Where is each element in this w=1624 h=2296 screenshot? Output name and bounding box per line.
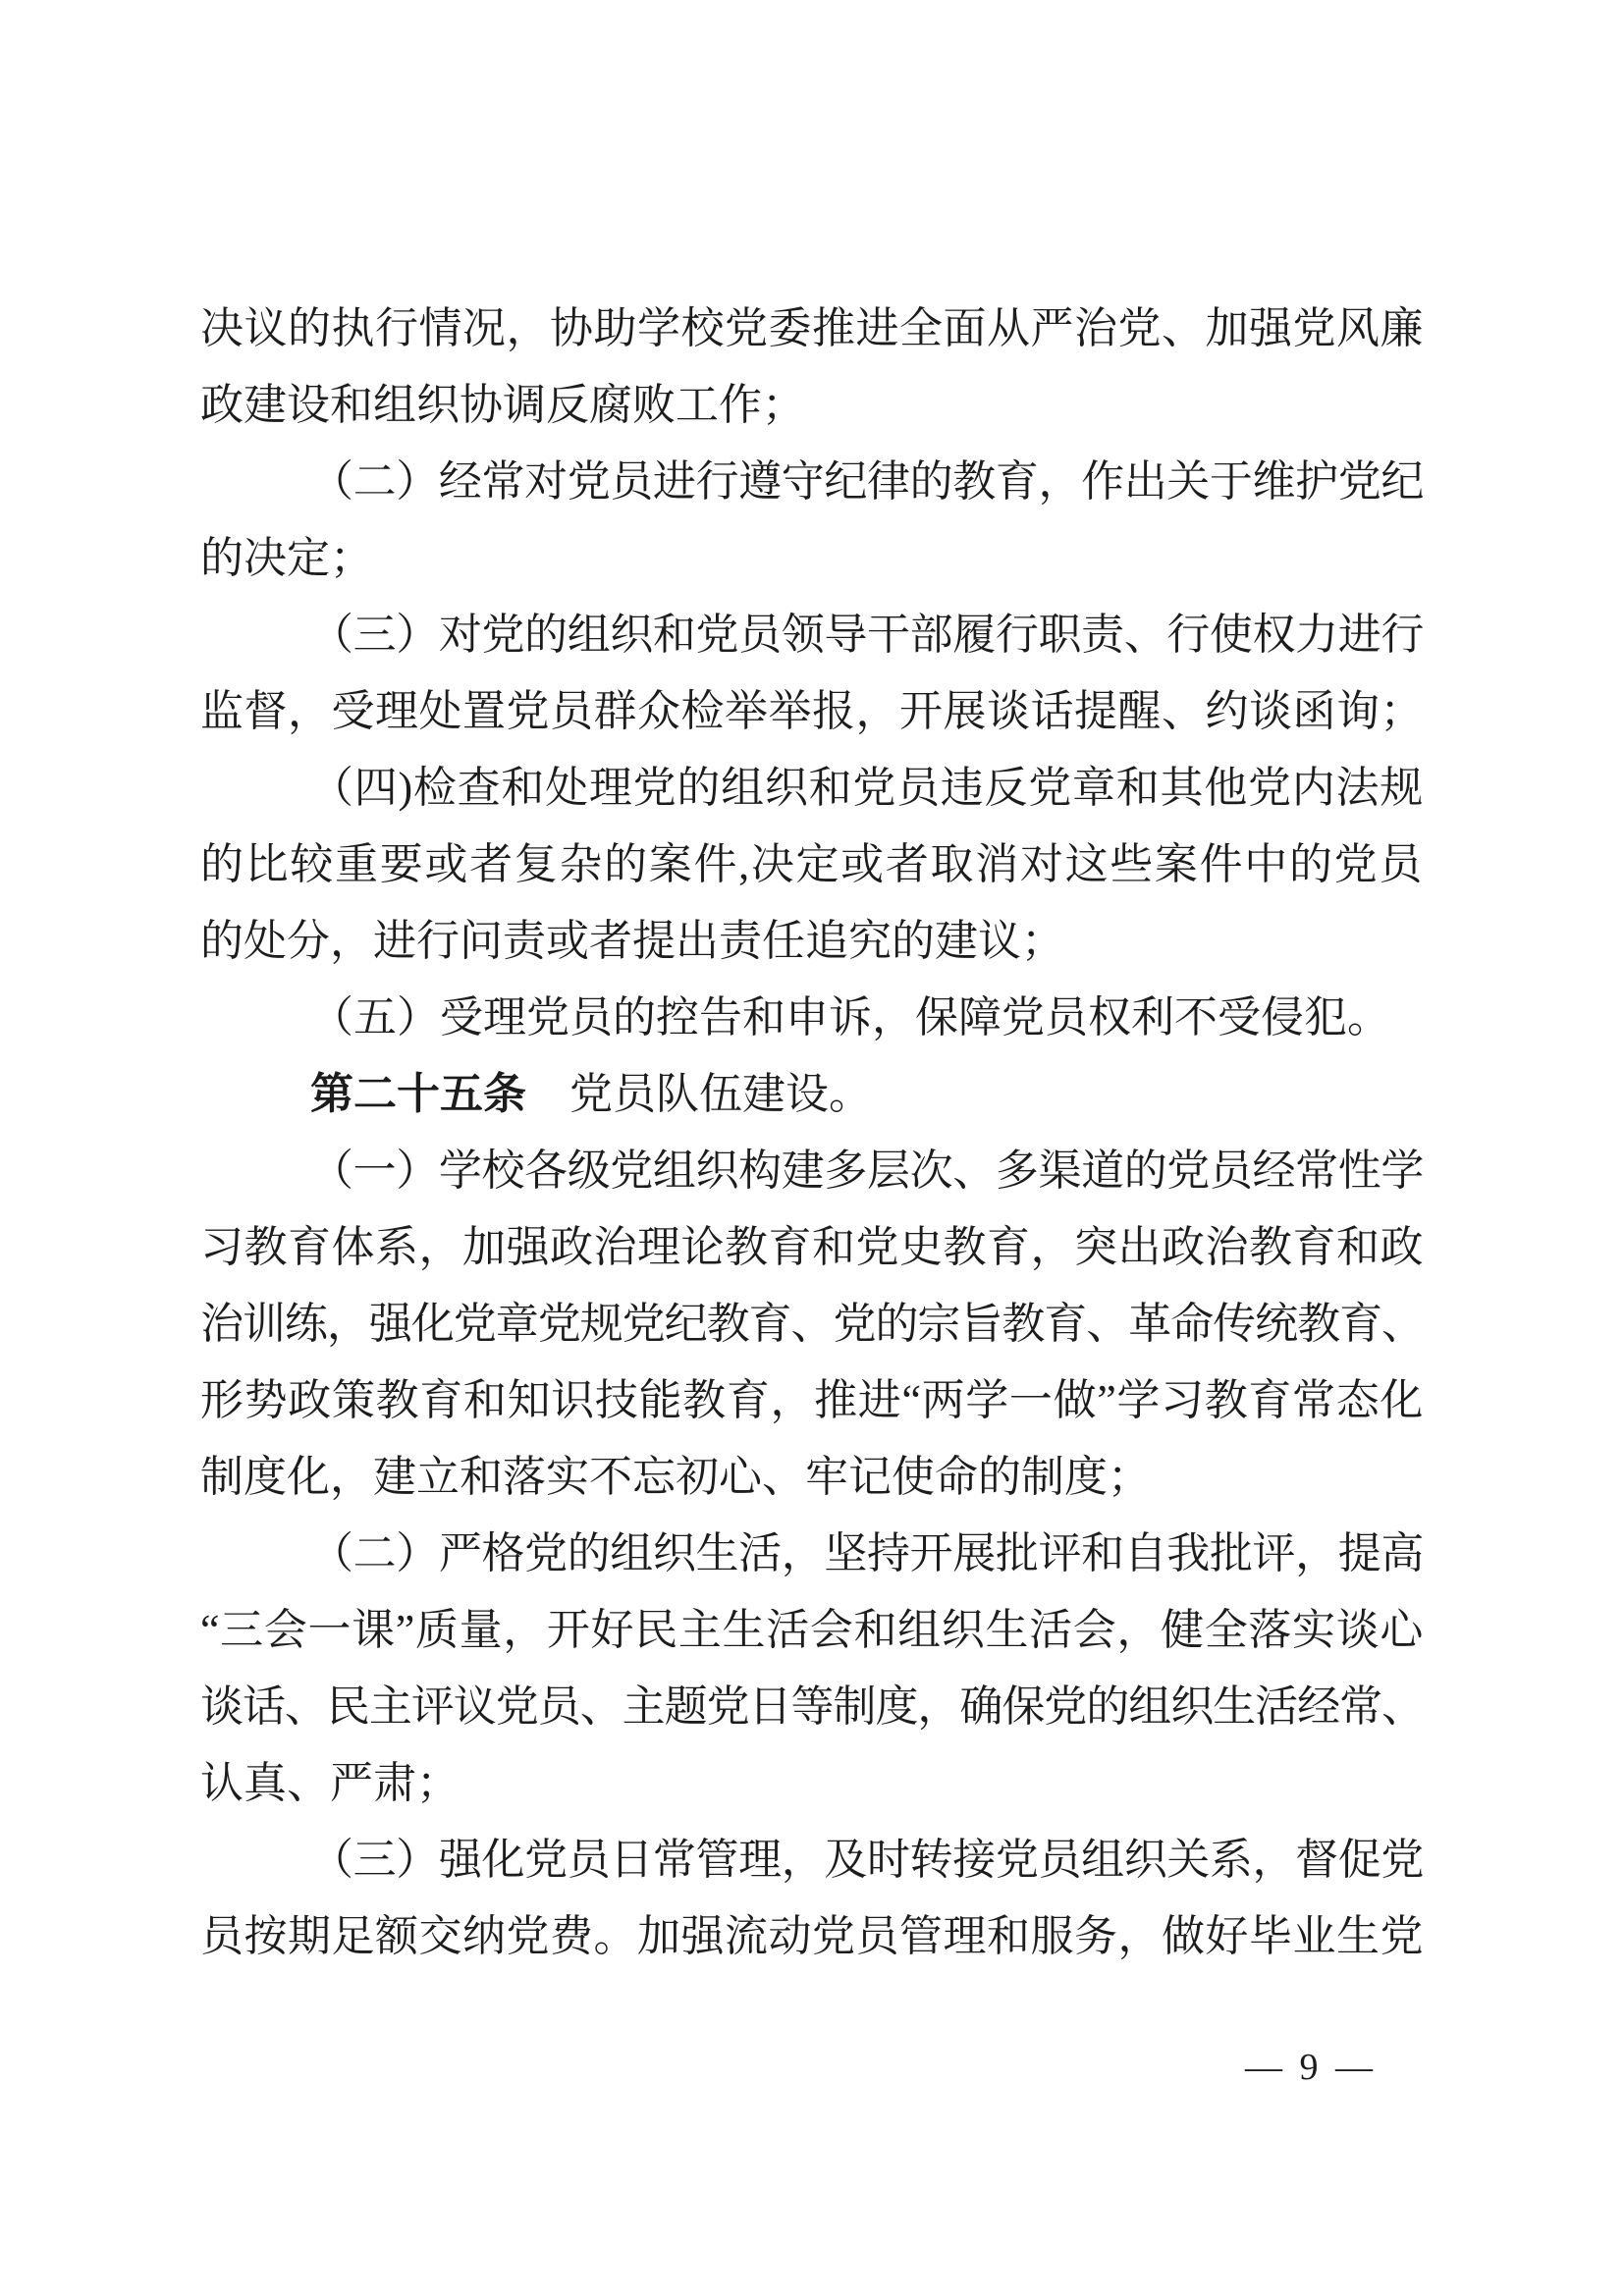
text-line [200, 1745, 1424, 1822]
text-line [200, 980, 1424, 1056]
text-line [200, 1516, 1424, 1592]
text-run: （五）受理党员的控告和申诉，保障党员权利不受侵犯。 [310, 993, 1390, 1041]
text-line [200, 1898, 1424, 1975]
text-run: 治训练，强化党章党规党纪教育、党的宗旨教育、革命传统教育、 [200, 1300, 1424, 1348]
text-block [200, 291, 1424, 1975]
text-line [200, 444, 1424, 520]
text-line [200, 673, 1424, 750]
text-line [200, 903, 1424, 980]
text-run: 形势政策教育和知识技能教育，推进“两学一做”学习教育常态化 [200, 1376, 1424, 1424]
text-line [200, 367, 1424, 444]
text-run: （三）对党的组织和党员领导干部履行职责、行使权力进行 [310, 611, 1424, 659]
text-run: 制度化，建立和落实不忘初心、牢记使命的制度； [200, 1453, 1151, 1501]
text-line [200, 1669, 1424, 1745]
text-line [200, 750, 1424, 827]
text-run: 的比较重要或者复杂的案件,决定或者取消对这些案件中的党员 [200, 840, 1424, 888]
text-line [200, 1439, 1424, 1516]
text-run: （三）强化党员日常管理，及时转接党员组织关系，督促党 [310, 1836, 1424, 1884]
text-line [200, 827, 1424, 903]
text-run: 的处分，进行问责或者提出责任追究的建议； [200, 917, 1064, 965]
text-run: 员按期足额交纳党费。加强流动党员管理和服务，做好毕业生党 [200, 1912, 1424, 1960]
text-line [200, 1133, 1424, 1209]
text-line [200, 1592, 1424, 1669]
text-run: 谈话、民主评议党员、主题党日等制度，确保党的组织生活经常、 [200, 1682, 1424, 1731]
text-line [200, 291, 1424, 367]
text-line [200, 520, 1424, 597]
text-run: 的决定； [200, 534, 373, 582]
text-run: 认真、严肃； [200, 1759, 460, 1807]
text-run: 监督，受理处置党员群众检举举报，开展谈话提醒、约谈函询； [200, 687, 1424, 735]
text-run: “三会一课”质量，开好民主生活会和组织生活会，健全落实谈心 [200, 1606, 1424, 1654]
text-run: （二）严格党的组织生活，坚持开展批评和自我批评，提高 [310, 1529, 1424, 1577]
text-line [200, 1209, 1424, 1286]
text-run [310, 1070, 872, 1118]
article-title: 党员队伍建设。 [526, 1070, 872, 1118]
text-run: 决议的执行情况，协助学校党委推进全面从严治党、加强党风廉 [200, 304, 1424, 352]
text-line [200, 1822, 1424, 1898]
page-number: — 9 — [1245, 2047, 1377, 2088]
text-run: （四)检查和处理党的组织和党员违反党章和其他党内法规 [310, 764, 1424, 812]
text-run: 政建设和组织协调反腐败工作； [200, 381, 805, 429]
text-line [200, 1362, 1424, 1439]
text-line [200, 597, 1424, 673]
article-heading [200, 1056, 1424, 1133]
text-run: （二）经常对党员进行遵守纪律的教育，作出关于维护党纪 [310, 457, 1424, 506]
text-run: 习教育体系，加强政治理论教育和党史教育，突出政治教育和政 [200, 1223, 1424, 1271]
text-run: （一）学校各级党组织构建多层次、多渠道的党员经常性学 [310, 1147, 1424, 1195]
article-number: 第二十五条 [310, 1070, 526, 1118]
text-line [200, 1286, 1424, 1362]
